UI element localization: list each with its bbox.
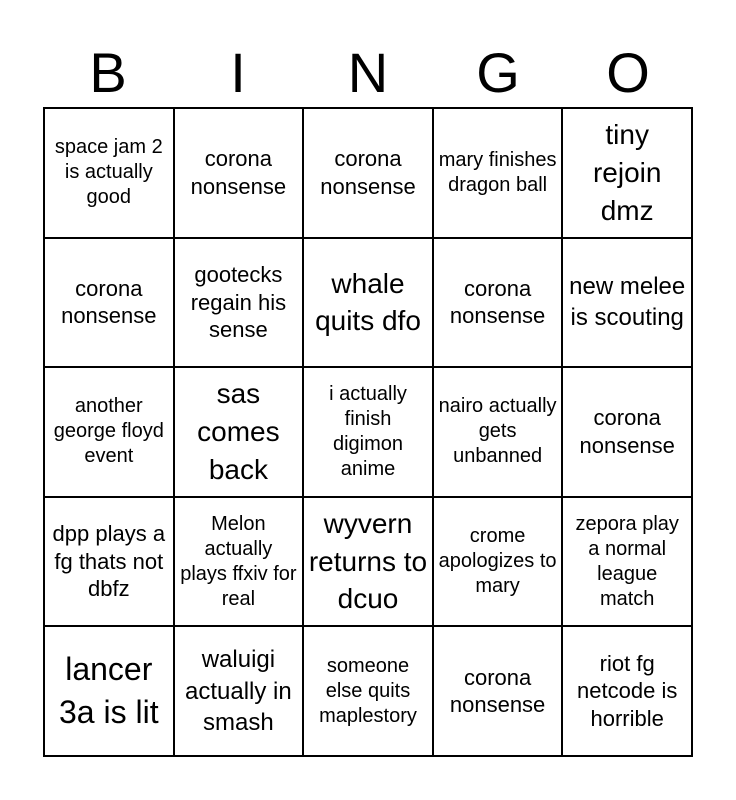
cell-text: lancer 3a is lit (59, 651, 159, 731)
bingo-cell[interactable] (433, 367, 563, 497)
bingo-cell[interactable] (44, 367, 174, 497)
cell-text: corona nonsense (190, 146, 287, 199)
cell-text: corona nonsense (449, 275, 546, 329)
cell-text: space jam 2 is actually good (54, 136, 163, 209)
bingo-cell[interactable] (562, 497, 692, 627)
bingo-cell[interactable] (44, 626, 174, 756)
cell-text: wyvern returns to dcuo (308, 507, 428, 615)
bingo-cell[interactable] (174, 367, 304, 497)
cell-text: corona nonsense (61, 275, 157, 329)
bingo-cell[interactable] (562, 108, 692, 238)
cell-text: whale quits dfo (315, 267, 421, 337)
cell-text: riot fg netcode is horrible (577, 650, 678, 731)
bingo-cell[interactable] (303, 626, 433, 756)
header-letter-n: N (347, 41, 389, 104)
header-letter-b: B (89, 41, 127, 104)
bingo-cell[interactable] (174, 497, 304, 627)
header-letter-o: O (606, 41, 650, 104)
cell-text: waluigi actually in smash (185, 646, 292, 736)
cell-text: Melon actually plays ffxiv for real (180, 512, 297, 610)
bingo-cell[interactable] (562, 367, 692, 497)
header-letter-i: I (230, 41, 246, 104)
cell-text: new melee is scouting (569, 273, 686, 332)
cell-text: corona nonsense (320, 146, 416, 199)
cell-text: tiny rejoin dmz (592, 119, 662, 226)
bingo-board (43, 107, 693, 757)
cell-text: another george floyd event (53, 395, 164, 468)
bingo-cell[interactable] (433, 108, 563, 238)
bingo-header (43, 38, 693, 108)
bingo-cell[interactable] (433, 238, 563, 368)
bingo-cell[interactable] (44, 238, 174, 368)
bingo-cell[interactable] (303, 238, 433, 368)
bingo-cell[interactable] (433, 497, 563, 627)
bingo-cell[interactable] (562, 238, 692, 368)
bingo-cell[interactable] (303, 108, 433, 238)
cell-text: i actually finish digimon anime (329, 382, 407, 480)
bingo-cell[interactable] (433, 626, 563, 756)
cell-text: someone else quits maplestory (319, 654, 417, 727)
bingo-cell[interactable] (174, 238, 304, 368)
cell-text: mary finishes dragon ball (438, 148, 557, 196)
cell-text: sas comes back (197, 378, 280, 485)
cell-text: dpp plays a fg thats not dbfz (52, 521, 166, 602)
bingo-cell[interactable] (174, 108, 304, 238)
bingo-cell[interactable] (174, 626, 304, 756)
cell-text: corona nonsense (579, 405, 675, 458)
bingo-cell[interactable] (44, 108, 174, 238)
cell-text: zepora play a normal league match (575, 512, 679, 610)
cell-text: crome apologizes to mary (438, 525, 557, 598)
bingo-cell[interactable] (562, 626, 692, 756)
cell-text: gootecks regain his sense (190, 262, 287, 343)
cell-text: corona nonsense (449, 664, 546, 718)
header-letter-g: G (476, 41, 520, 104)
bingo-cell[interactable] (303, 497, 433, 627)
bingo-cell[interactable] (303, 367, 433, 497)
cell-text: nairo actually gets unbanned (438, 395, 557, 468)
bingo-cell[interactable] (44, 497, 174, 627)
